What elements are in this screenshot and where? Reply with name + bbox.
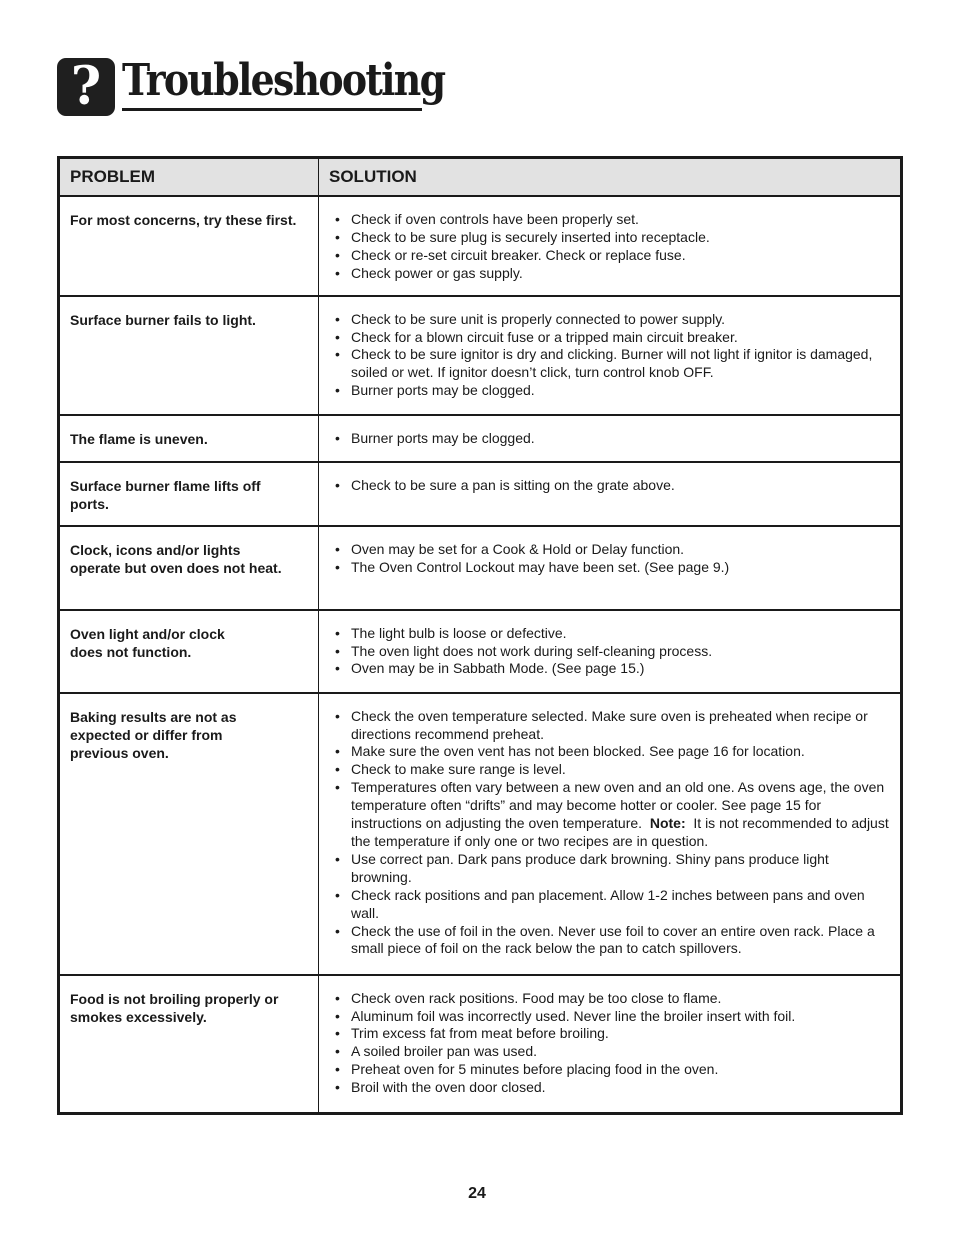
solution-list: [329, 990, 890, 1097]
column-header-solution: SOLUTION: [319, 158, 902, 197]
solution-cell: [319, 526, 902, 610]
solution-item: • Oven may be set for a Cook & Hold or Delay function.: [329, 541, 890, 559]
solution-list: [329, 541, 890, 577]
solution-cell: [319, 462, 902, 526]
page-header: [57, 55, 445, 118]
solution-item: • Burner ports may be clogged.: [329, 382, 890, 400]
solution-item: • Check rack positions and pan placement. Allow 1-2 inches between pans and oven wall.: [329, 887, 890, 923]
note-text: It is not recommended to adjust the temperature if only one or two recipes are in question.: [351, 815, 889, 849]
solution-item: • Use correct pan. Dark pans produce dark browning. Shiny pans produce light browning.: [329, 851, 890, 887]
solution-cell: [319, 196, 902, 296]
solution-list: [329, 625, 890, 679]
problem-cell: Food is not broiling properly or smokes excessively.: [59, 975, 319, 1114]
problem-cell: For most concerns, try these first.: [59, 196, 319, 296]
table-row: [59, 462, 902, 526]
table-row: [59, 975, 902, 1114]
solution-item: • Check or re-set circuit breaker. Check or replace fuse.: [329, 247, 890, 265]
solution-item: • Check to make sure range is level.: [329, 761, 890, 779]
solution-cell: [319, 693, 902, 975]
solution-item: • Check for a blown circuit fuse or a tripped main circuit breaker.: [329, 329, 890, 347]
solution-item: • A soiled broiler pan was used.: [329, 1043, 890, 1061]
solution-item: • Preheat oven for 5 minutes before placing food in the oven.: [329, 1061, 890, 1079]
solution-item: • Burner ports may be clogged.: [329, 430, 890, 448]
solution-item: • The light bulb is loose or defective.: [329, 625, 890, 643]
problem-cell: Baking results are not as expected or differ from previous oven.: [59, 693, 319, 975]
solution-item: • Check power or gas supply.: [329, 265, 890, 283]
column-header-problem: PROBLEM: [59, 158, 319, 197]
solution-cell: [319, 415, 902, 462]
solution-item: • Check to be sure ignitor is dry and clicking. Burner will not light if ignitor is damaged, soiled or wet. If ignitor doesn’t click, turn control knob OFF.: [329, 346, 890, 382]
problem-cell: Oven light and/or clock does not function.: [59, 610, 319, 693]
table-row: [59, 693, 902, 975]
question-mark-icon: [57, 58, 115, 116]
solution-list: [329, 211, 890, 283]
solution-item: • Check the use of foil in the oven. Never use foil to cover an entire oven rack. Place a small piece of foil on the rack below the pan to catch spillovers.: [329, 923, 890, 959]
problem-cell: Surface burner fails to light.: [59, 296, 319, 415]
solution-cell: [319, 610, 902, 693]
table-row: [59, 196, 902, 296]
solution-item: • Broil with the oven door closed.: [329, 1079, 890, 1097]
solution-cell: [319, 975, 902, 1114]
table-row: [59, 296, 902, 415]
solution-item: • Check oven rack positions. Food may be too close to flame.: [329, 990, 890, 1008]
solution-item: • Check to be sure plug is securely inserted into receptacle.: [329, 229, 890, 247]
title-underline: [122, 55, 445, 111]
solution-item: • Trim excess fat from meat before broiling.: [329, 1025, 890, 1043]
table-header: [59, 158, 902, 197]
solution-list: [329, 311, 890, 401]
table-row: [59, 415, 902, 462]
solution-item: • Check the oven temperature selected. Make sure oven is preheated when recipe or directions recommend preheat.: [329, 708, 890, 744]
solution-item: • The oven light does not work during self-cleaning process.: [329, 643, 890, 661]
solution-item: • Aluminum foil was incorrectly used. Never line the broiler insert with foil.: [329, 1008, 890, 1026]
page-title: Troubleshooting: [122, 55, 445, 106]
solution-item: • Check to be sure unit is properly connected to power supply.: [329, 311, 890, 329]
solution-cell: [319, 296, 902, 415]
troubleshooting-table: [57, 156, 903, 1115]
table-row: [59, 610, 902, 693]
problem-cell: Clock, icons and/or lights operate but oven does not heat.: [59, 526, 319, 610]
table-body: [59, 196, 902, 1114]
solution-item: • Check if oven controls have been properly set.: [329, 211, 890, 229]
note-label: Note:: [649, 815, 686, 832]
solution-item: • The Oven Control Lockout may have been set. (See page 9.): [329, 559, 890, 577]
solution-list: [329, 477, 890, 495]
header-row: [59, 158, 902, 197]
table-row: [59, 526, 902, 610]
page-number: 24: [468, 1185, 486, 1202]
question-mark-glyph: ?: [70, 56, 102, 117]
problem-cell: Surface burner flame lifts off ports.: [59, 462, 319, 526]
solution-item: • Check to be sure a pan is sitting on the grate above.: [329, 477, 890, 495]
problem-cell: The flame is uneven.: [59, 415, 319, 462]
solution-item: [329, 779, 890, 851]
solution-list: [329, 708, 890, 959]
solution-item: • Oven may be in Sabbath Mode. (See page 15.): [329, 660, 890, 678]
solution-item-text: Temperatures often vary between a new oven and an old one. As ovens age, the oven temperature often “drifts” and may become hotter or cooler. See page 15 for instructions on adjusting the oven temperature.: [351, 779, 885, 832]
solution-item: • Make sure the oven vent has not been blocked. See page 16 for location.: [329, 743, 890, 761]
solution-list: [329, 430, 890, 448]
